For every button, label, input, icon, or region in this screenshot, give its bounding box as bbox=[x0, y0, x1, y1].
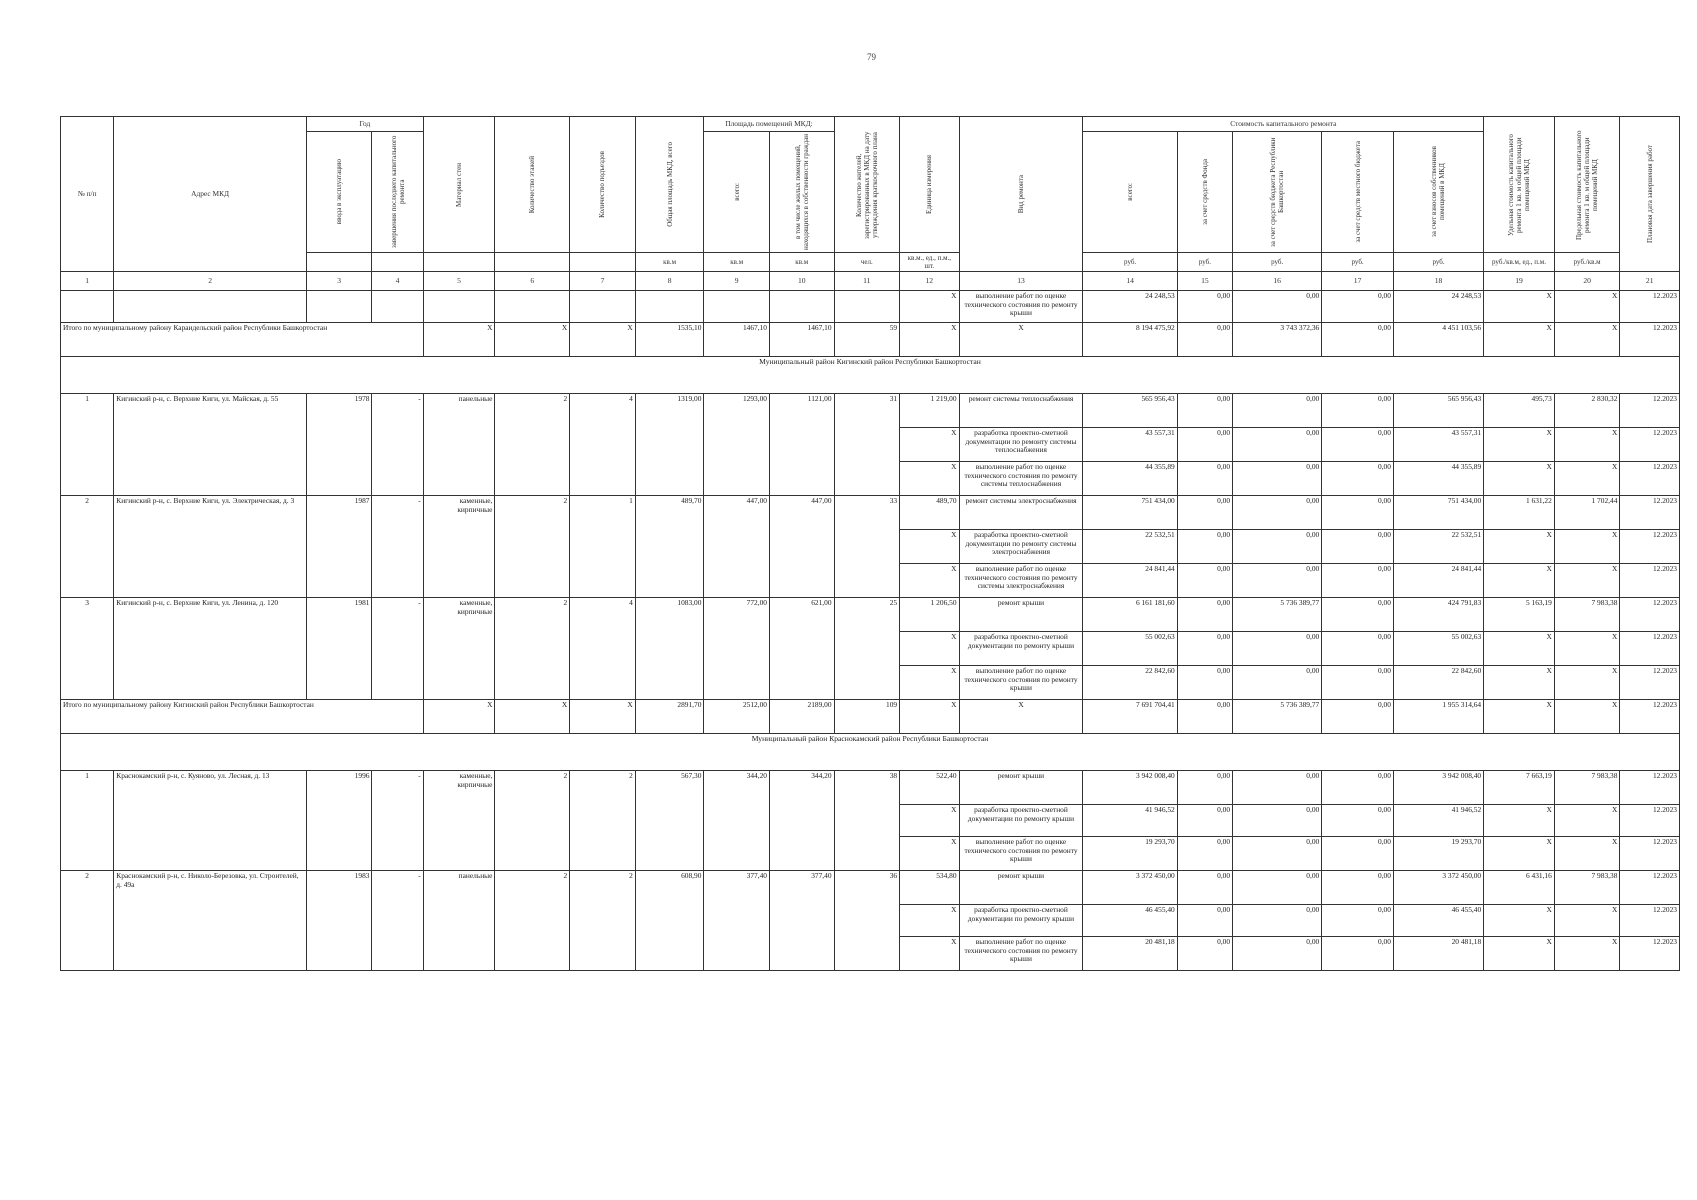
cost-fund: 0,00 bbox=[1177, 805, 1232, 837]
unit-value: X bbox=[900, 462, 959, 496]
repair-type: выполнение работ по оценке технического состояния по ремонту крыши bbox=[959, 837, 1083, 871]
cost-total: 24 841,44 bbox=[1083, 564, 1177, 598]
cost-owners: 46 455,40 bbox=[1393, 905, 1483, 937]
cost-total: 55 002,63 bbox=[1083, 632, 1177, 666]
deadline: 12.2023 bbox=[1620, 632, 1680, 666]
cost-local: 0,00 bbox=[1322, 771, 1394, 805]
year-commission: 1996 bbox=[306, 771, 372, 871]
residents: 36 bbox=[834, 871, 900, 971]
total-area: 1319,00 bbox=[635, 394, 704, 496]
cost-total: 43 557,31 bbox=[1083, 428, 1177, 462]
cost-total: 3 372 450,00 bbox=[1083, 871, 1177, 905]
unit-value: 522,40 bbox=[900, 771, 959, 805]
residents: 31 bbox=[834, 394, 900, 496]
cost-total: 751 434,00 bbox=[1083, 496, 1177, 530]
unit-value: 489,70 bbox=[900, 496, 959, 530]
header-year-commission: ввода в эксплуатацию bbox=[306, 132, 372, 253]
cost-republic: 0,00 bbox=[1233, 394, 1322, 428]
premises-area: 344,20 bbox=[704, 771, 770, 871]
floors: 2 bbox=[495, 871, 570, 971]
cost-owners: 24 841,44 bbox=[1393, 564, 1483, 598]
max-cost: X bbox=[1554, 837, 1620, 871]
cost-owners: 20 481,18 bbox=[1393, 937, 1483, 971]
year-last-repair: - bbox=[372, 496, 423, 598]
year-last-repair: - bbox=[372, 394, 423, 496]
cost-local: 0,00 bbox=[1322, 937, 1394, 971]
header-premises-area: Площадь помещений МКД: bbox=[704, 117, 834, 132]
unit-value: X bbox=[900, 666, 959, 700]
address: Краснокамский р-н, с. Николо-Березовка, ул. Строителей, д. 49а bbox=[114, 871, 307, 971]
cost-owners: 22 532,51 bbox=[1393, 530, 1483, 564]
repair-type: разработка проектно-сметной документации по ремонту крыши bbox=[959, 632, 1083, 666]
cost-republic: 5 736 389,77 bbox=[1233, 598, 1322, 632]
residential-area: 621,00 bbox=[769, 598, 834, 700]
repair-type: выполнение работ по оценке технического состояния по ремонту системы теплоснабжения bbox=[959, 462, 1083, 496]
unit-cost: X bbox=[1484, 837, 1555, 871]
cost-fund: 0,00 bbox=[1177, 530, 1232, 564]
row-number: 1 bbox=[61, 394, 114, 496]
max-cost: X bbox=[1554, 530, 1620, 564]
residents: 33 bbox=[834, 496, 900, 598]
unit-value: 534,80 bbox=[900, 871, 959, 905]
address: Кигинский р-н, с. Верхние Киги, ул. Майская, д. 55 bbox=[114, 394, 307, 496]
residential-area: 344,20 bbox=[769, 771, 834, 871]
year-last-repair: - bbox=[372, 598, 423, 700]
residents: 25 bbox=[834, 598, 900, 700]
max-cost: X bbox=[1554, 462, 1620, 496]
residential-area: 1121,00 bbox=[769, 394, 834, 496]
repair-type: ремонт крыши bbox=[959, 771, 1083, 805]
cost-owners: 3 372 450,00 bbox=[1393, 871, 1483, 905]
year-commission: 1983 bbox=[306, 871, 372, 971]
page-number: 79 bbox=[867, 52, 876, 62]
section-header-kiginsky: Муниципальный район Кигинский район Республики Башкортостан bbox=[61, 357, 1680, 394]
repair-type: разработка проектно-сметной документации по ремонту крыши bbox=[959, 905, 1083, 937]
header-cost-total: всего: bbox=[1083, 132, 1177, 253]
cost-local: 0,00 bbox=[1322, 905, 1394, 937]
max-cost: X bbox=[1554, 805, 1620, 837]
max-cost: 7 983,38 bbox=[1554, 871, 1620, 905]
cost-total: 44 355,89 bbox=[1083, 462, 1177, 496]
cost-owners: 22 842,60 bbox=[1393, 666, 1483, 700]
cost-local: 0,00 bbox=[1322, 462, 1394, 496]
cost-republic: 0,00 bbox=[1233, 462, 1322, 496]
cost-local: 0,00 bbox=[1322, 564, 1394, 598]
header-deadline: Плановая дата завершения работ bbox=[1620, 117, 1680, 272]
kiginsky-house-1-row bbox=[61, 394, 1680, 428]
unit-cost: 5 163,19 bbox=[1484, 598, 1555, 632]
cost-republic: 0,00 bbox=[1233, 428, 1322, 462]
repair-type: ремонт системы электроснабжения bbox=[959, 496, 1083, 530]
repair-type: выполнение работ по оценке технического состояния по ремонту крыши bbox=[959, 937, 1083, 971]
repair-plan-table bbox=[60, 116, 1680, 971]
unit-cost: 7 663,19 bbox=[1484, 771, 1555, 805]
total-row-kiginsky: Итого по муниципальному району Кигинский район Республики Башкортостан X X X 2891,70 2512,00 2189,00 109 X X 7 691 704,41 0,00 5 736 389,77 0,00 1 955 314,64 X X 12.2023 bbox=[61, 700, 1680, 734]
unit-value: X bbox=[900, 937, 959, 971]
unit-value: 1 206,50 bbox=[900, 598, 959, 632]
unit-cost: 1 631,22 bbox=[1484, 496, 1555, 530]
cost-owners: 43 557,31 bbox=[1393, 428, 1483, 462]
address: Кигинский р-н, с. Верхние Киги, ул. Ленина, д. 120 bbox=[114, 598, 307, 700]
premises-area: 447,00 bbox=[704, 496, 770, 598]
unit-cost: 495,73 bbox=[1484, 394, 1555, 428]
cost-fund: 0,00 bbox=[1177, 564, 1232, 598]
cost-total: 565 956,43 bbox=[1083, 394, 1177, 428]
cost-republic: 0,00 bbox=[1233, 905, 1322, 937]
entrances: 2 bbox=[570, 871, 636, 971]
cost-fund: 0,00 bbox=[1177, 598, 1232, 632]
header-max-cost: Предельная стоимость капитального ремонта 1 кв. м общей площади помещений МКД bbox=[1554, 117, 1620, 253]
header-year-last-repair: завершения последнего капитального ремонта bbox=[372, 132, 423, 253]
deadline: 12.2023 bbox=[1620, 805, 1680, 837]
unit-cost: X bbox=[1484, 462, 1555, 496]
repair-type: ремонт крыши bbox=[959, 871, 1083, 905]
cost-local: 0,00 bbox=[1322, 871, 1394, 905]
deadline: 12.2023 bbox=[1620, 771, 1680, 805]
floors: 2 bbox=[495, 394, 570, 496]
entrances: 2 bbox=[570, 771, 636, 871]
premises-area: 377,40 bbox=[704, 871, 770, 971]
cost-total: 22 532,51 bbox=[1083, 530, 1177, 564]
deadline: 12.2023 bbox=[1620, 871, 1680, 905]
total-row-karaidel: Итого по муниципальному району Караидельский район Республики Башкортостан X X X 1535,10 1467,10 1467,10 59 X X 8 194 475,92 0,00 3 743 372,36 0,00 4 451 103,56 X X 12.2023 bbox=[61, 323, 1680, 357]
cost-local: 0,00 bbox=[1322, 632, 1394, 666]
cost-fund: 0,00 bbox=[1177, 937, 1232, 971]
repair-type: выполнение работ по оценке технического состояния по ремонту крыши bbox=[959, 666, 1083, 700]
header-unit-cost: Удельная стоимость капитального ремонта 1 кв. м общей площади помещений МКД bbox=[1484, 117, 1555, 253]
unit-cost: X bbox=[1484, 632, 1555, 666]
cost-republic: 0,00 bbox=[1233, 666, 1322, 700]
cost-republic: 0,00 bbox=[1233, 632, 1322, 666]
kiginsky-house-2-row bbox=[61, 496, 1680, 530]
floors: 2 bbox=[495, 496, 570, 598]
cost-local: 0,00 bbox=[1322, 666, 1394, 700]
total-area: 1083,00 bbox=[635, 598, 704, 700]
deadline: 12.2023 bbox=[1620, 837, 1680, 871]
cost-republic: 0,00 bbox=[1233, 496, 1322, 530]
entrances: 4 bbox=[570, 598, 636, 700]
deadline: 12.2023 bbox=[1620, 530, 1680, 564]
cost-local: 0,00 bbox=[1322, 496, 1394, 530]
year-commission: 1981 bbox=[306, 598, 372, 700]
year-commission: 1987 bbox=[306, 496, 372, 598]
cost-owners: 424 791,83 bbox=[1393, 598, 1483, 632]
address: Кигинский р-н, с. Верхние Киги, ул. Электрическая, д. 3 bbox=[114, 496, 307, 598]
cost-fund: 0,00 bbox=[1177, 871, 1232, 905]
header-address: Адрес МКД bbox=[114, 117, 307, 272]
unit-value: X bbox=[900, 564, 959, 598]
cost-local: 0,00 bbox=[1322, 837, 1394, 871]
cost-local: 0,00 bbox=[1322, 428, 1394, 462]
carry-over-row: X выполнение работ по оценке технического состояния по ремонту крыши 24 248,53 0,00 0,00 0,00 24 248,53 X X 12.2023 bbox=[61, 291, 1680, 323]
header-unit: Единица измерения bbox=[900, 117, 959, 253]
unit-value: X bbox=[900, 837, 959, 871]
row-number: 2 bbox=[61, 496, 114, 598]
cost-owners: 751 434,00 bbox=[1393, 496, 1483, 530]
unit-value: X bbox=[900, 530, 959, 564]
header-year: Год bbox=[306, 117, 423, 132]
column-index-row: 1 2 3 4 5 6 7 8 9 10 11 12 13 14 15 16 17 18 19 20 21 bbox=[61, 272, 1680, 291]
year-last-repair: - bbox=[372, 871, 423, 971]
row-number: 3 bbox=[61, 598, 114, 700]
cost-local: 0,00 bbox=[1322, 598, 1394, 632]
max-cost: X bbox=[1554, 428, 1620, 462]
header-entrances: Количество подъездов bbox=[570, 117, 636, 253]
cost-republic: 0,00 bbox=[1233, 771, 1322, 805]
cost-total: 19 293,70 bbox=[1083, 837, 1177, 871]
row-number: 2 bbox=[61, 871, 114, 971]
unit-cost: X bbox=[1484, 805, 1555, 837]
max-cost: X bbox=[1554, 632, 1620, 666]
address: Краснокамский р-н, с. Куяново, ул. Лесная, д. 13 bbox=[114, 771, 307, 871]
repair-type: разработка проектно-сметной документации по ремонту крыши bbox=[959, 805, 1083, 837]
cost-fund: 0,00 bbox=[1177, 462, 1232, 496]
deadline: 12.2023 bbox=[1620, 598, 1680, 632]
floors: 2 bbox=[495, 771, 570, 871]
header-premises-total: всего: bbox=[704, 132, 770, 253]
header-cost: Стоимость капитального ремонта bbox=[1083, 117, 1484, 132]
cost-fund: 0,00 bbox=[1177, 394, 1232, 428]
units-row: кв.м кв.м кв.м чел. кв.м., ед., п.м., шт. руб. руб. руб. руб. руб. руб./кв.м, ед., п.м. руб./кв.м bbox=[61, 253, 1680, 272]
cost-republic: 0,00 bbox=[1233, 530, 1322, 564]
year-last-repair: - bbox=[372, 771, 423, 871]
cost-republic: 0,00 bbox=[1233, 937, 1322, 971]
unit-value: X bbox=[900, 632, 959, 666]
cost-total: 3 942 008,40 bbox=[1083, 771, 1177, 805]
header-cost-owners: за счет взносов собственников помещений в МКД bbox=[1393, 132, 1483, 253]
cost-fund: 0,00 bbox=[1177, 666, 1232, 700]
max-cost: 7 983,38 bbox=[1554, 598, 1620, 632]
cost-fund: 0,00 bbox=[1177, 496, 1232, 530]
wall-material: каменные, кирпичные bbox=[423, 771, 495, 871]
krasnokamsky-house-2-row bbox=[61, 871, 1680, 905]
cost-local: 0,00 bbox=[1322, 394, 1394, 428]
residents: 38 bbox=[834, 771, 900, 871]
total-area: 608,90 bbox=[635, 871, 704, 971]
unit-cost: 6 431,16 bbox=[1484, 871, 1555, 905]
unit-cost: X bbox=[1484, 564, 1555, 598]
max-cost: 2 830,32 bbox=[1554, 394, 1620, 428]
premises-area: 1293,00 bbox=[704, 394, 770, 496]
deadline: 12.2023 bbox=[1620, 666, 1680, 700]
residential-area: 377,40 bbox=[769, 871, 834, 971]
repair-type: выполнение работ по оценке технического состояния по ремонту системы электроснабжения bbox=[959, 564, 1083, 598]
row-number: 1 bbox=[61, 771, 114, 871]
header-residents: Количество жителей, зарегистрированных в МКД на дату утверждения краткосрочного плана bbox=[834, 117, 900, 253]
unit-value: X bbox=[900, 805, 959, 837]
cost-total: 6 161 181,60 bbox=[1083, 598, 1177, 632]
header-repair-type: Вид ремонта bbox=[959, 117, 1083, 272]
table-body bbox=[61, 291, 1680, 394]
deadline: 12.2023 bbox=[1620, 394, 1680, 428]
cost-local: 0,00 bbox=[1322, 805, 1394, 837]
unit-cost: X bbox=[1484, 905, 1555, 937]
deadline: 12.2023 bbox=[1620, 428, 1680, 462]
premises-area: 772,00 bbox=[704, 598, 770, 700]
max-cost: X bbox=[1554, 937, 1620, 971]
repair-type: ремонт крыши bbox=[959, 598, 1083, 632]
deadline: 12.2023 bbox=[1620, 564, 1680, 598]
cost-total: 46 455,40 bbox=[1083, 905, 1177, 937]
max-cost: 7 983,38 bbox=[1554, 771, 1620, 805]
entrances: 4 bbox=[570, 394, 636, 496]
max-cost: X bbox=[1554, 905, 1620, 937]
deadline: 12.2023 bbox=[1620, 496, 1680, 530]
max-cost: X bbox=[1554, 666, 1620, 700]
header-floors: Количество этажей bbox=[495, 117, 570, 253]
header-cost-local: за счет средств местного бюджета bbox=[1322, 132, 1394, 253]
unit-cost: X bbox=[1484, 937, 1555, 971]
header-number: № п/п bbox=[61, 117, 114, 272]
cost-local: 0,00 bbox=[1322, 530, 1394, 564]
repair-type: разработка проектно-сметной документации по ремонту системы электроснабжения bbox=[959, 530, 1083, 564]
section-header-krasnokamsky bbox=[61, 734, 1680, 771]
deadline: 12.2023 bbox=[1620, 462, 1680, 496]
cost-fund: 0,00 bbox=[1177, 428, 1232, 462]
header-premises-residents: в том числе жилых помещений, находящихся в собственности граждан bbox=[769, 132, 834, 253]
krasnokamsky-house-1-row bbox=[61, 771, 1680, 805]
cost-owners: 3 942 008,40 bbox=[1393, 771, 1483, 805]
cost-republic: 0,00 bbox=[1233, 837, 1322, 871]
cost-republic: 0,00 bbox=[1233, 871, 1322, 905]
cost-owners: 44 355,89 bbox=[1393, 462, 1483, 496]
cost-total: 41 946,52 bbox=[1083, 805, 1177, 837]
max-cost: 1 702,44 bbox=[1554, 496, 1620, 530]
cost-owners: 19 293,70 bbox=[1393, 837, 1483, 871]
cost-fund: 0,00 bbox=[1177, 905, 1232, 937]
wall-material: каменные, кирпичные bbox=[423, 598, 495, 700]
repair-type: разработка проектно-сметной документации по ремонту системы теплоснабжения bbox=[959, 428, 1083, 462]
total-area: 567,30 bbox=[635, 771, 704, 871]
max-cost: X bbox=[1554, 564, 1620, 598]
header-total-area: Общая площадь МКД, всего bbox=[635, 117, 704, 253]
total-label: Итого по муниципальному району Кигинский район Республики Башкортостан bbox=[61, 700, 424, 734]
kiginsky-house-3-row bbox=[61, 598, 1680, 632]
unit-cost: X bbox=[1484, 428, 1555, 462]
entrances: 1 bbox=[570, 496, 636, 598]
cost-fund: 0,00 bbox=[1177, 632, 1232, 666]
cost-owners: 55 002,63 bbox=[1393, 632, 1483, 666]
total-area: 489,70 bbox=[635, 496, 704, 598]
wall-material: панельные bbox=[423, 394, 495, 496]
wall-material: панельные bbox=[423, 871, 495, 971]
floors: 2 bbox=[495, 598, 570, 700]
unit-value: 1 219,00 bbox=[900, 394, 959, 428]
deadline: 12.2023 bbox=[1620, 905, 1680, 937]
wall-material: каменные, кирпичные bbox=[423, 496, 495, 598]
cost-republic: 0,00 bbox=[1233, 564, 1322, 598]
unit-value: X bbox=[900, 428, 959, 462]
residential-area: 447,00 bbox=[769, 496, 834, 598]
repair-type: ремонт системы теплоснабжения bbox=[959, 394, 1083, 428]
cost-fund: 0,00 bbox=[1177, 771, 1232, 805]
unit-value: X bbox=[900, 905, 959, 937]
cost-total: 20 481,18 bbox=[1083, 937, 1177, 971]
unit-cost: X bbox=[1484, 666, 1555, 700]
cost-republic: 0,00 bbox=[1233, 805, 1322, 837]
header-cost-republic: за счет средств бюджета Республики Башкортостан bbox=[1233, 132, 1322, 253]
unit-cost: X bbox=[1484, 530, 1555, 564]
header-cost-fund: за счет средств Фонда bbox=[1177, 132, 1232, 253]
cost-owners: 41 946,52 bbox=[1393, 805, 1483, 837]
section-title: Муниципальный район Краснокамский район Республики Башкортостан bbox=[61, 734, 1680, 771]
header-walls: Материал стен bbox=[423, 117, 495, 253]
deadline: 12.2023 bbox=[1620, 937, 1680, 971]
cost-fund: 0,00 bbox=[1177, 837, 1232, 871]
year-commission: 1978 bbox=[306, 394, 372, 496]
cost-total: 22 842,60 bbox=[1083, 666, 1177, 700]
table-header bbox=[61, 117, 1680, 291]
cost-owners: 565 956,43 bbox=[1393, 394, 1483, 428]
